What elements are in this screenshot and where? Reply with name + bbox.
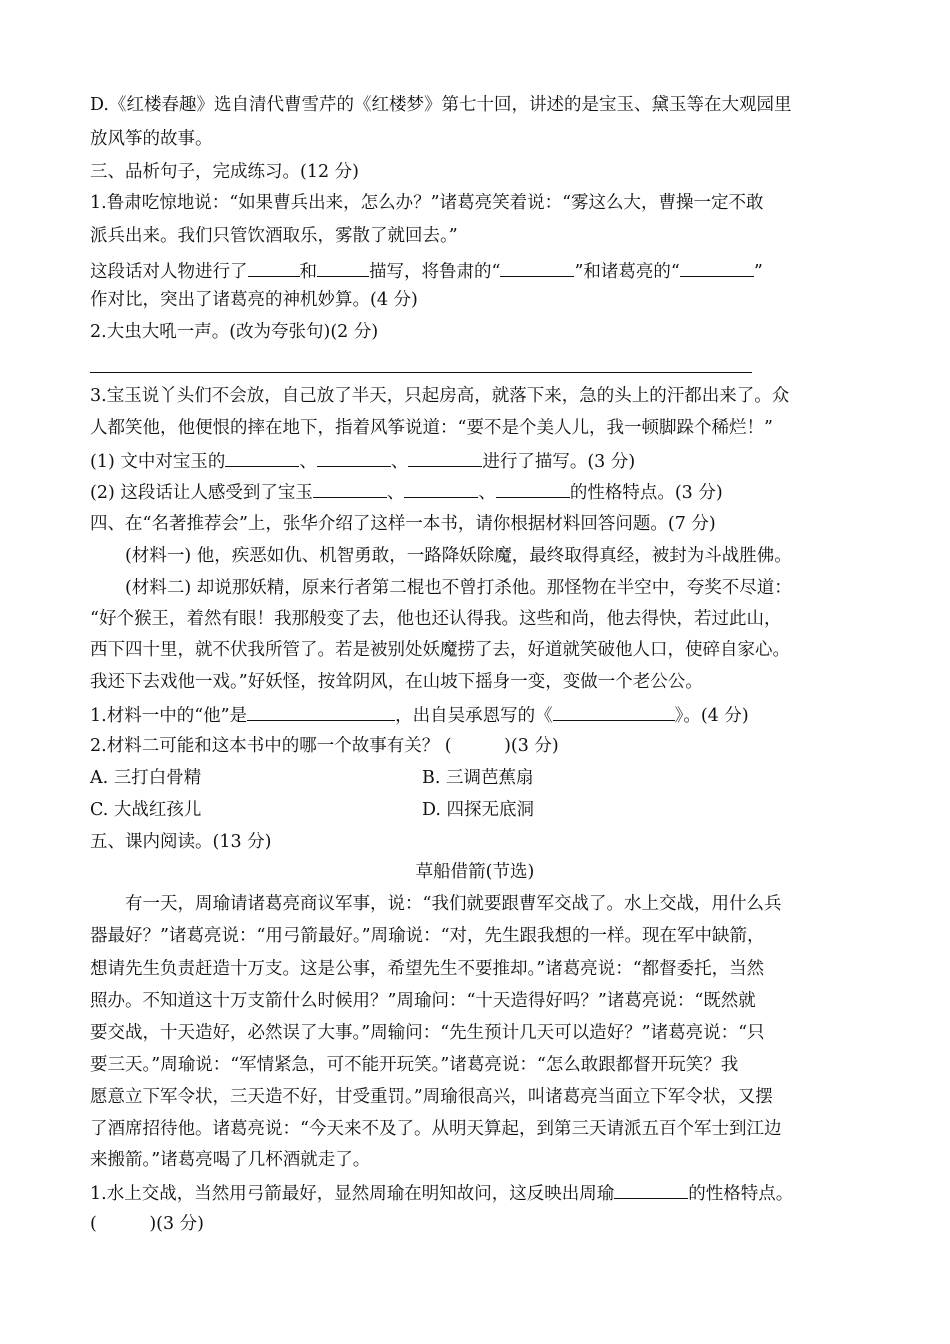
answer-line[interactable] — [90, 372, 752, 373]
section-3-title: 三、品析句子，完成练习。(12 分) — [90, 162, 359, 182]
passage-line-2: 器最好？”诸葛亮说：“用弓箭最好。”周瑜说：“对，先生跟我想的一样。现在军中缺箭， — [90, 926, 765, 946]
s5q1-text-a: 1.水上交战，当然用弓箭最好，显然周瑜在明知故问，这反映出周瑜 — [90, 1184, 615, 1204]
q1-text-d: ”和诸葛亮的“ — [574, 262, 680, 282]
s3-q3-line-1: 3.宝玉说丫头们不会放，自己放了半天，只起房高，就落下来，急的头上的汗都出来了。众 — [90, 386, 790, 406]
answer-blank[interactable] — [408, 449, 482, 467]
s3-q3-sub1 — [90, 449, 635, 474]
answer-blank[interactable] — [496, 480, 570, 498]
s4-q2: 2.材料二可能和这本书中的哪一个故事有关？ ( )(3 分) — [90, 736, 559, 756]
answer-blank[interactable] — [317, 259, 369, 277]
q1-text-a: 这段话对人物进行了 — [90, 262, 248, 282]
q1-text-b: 和 — [299, 262, 317, 282]
q1-text-e: ” — [753, 262, 763, 282]
answer-blank[interactable] — [500, 259, 574, 277]
passage-line-9: 来搬箭。”诸葛亮喝了几杯酒就走了。 — [90, 1150, 371, 1170]
s3-q3-sub2 — [90, 480, 723, 505]
s3-q1-sentence-2: 派兵出来。我们只管饮酒取乐，雾散了就回去。” — [90, 226, 458, 246]
passage-line-6: 要三天。”周瑜说：“军情紧急，可不能开玩笑。”诸葛亮说：“怎么敢跟都督开玩笑？我 — [90, 1055, 739, 1075]
s5q1-text-b: 的性格特点。 — [688, 1184, 794, 1204]
s4q1-text-b: ，出自吴承恩写的《 — [395, 706, 553, 726]
answer-blank[interactable] — [317, 449, 391, 467]
material-2-line-1: (材料二) 却说那妖精，原来行者第二棍也不曾打杀他。那怪物在半空中，夸奖不尽道： — [125, 578, 792, 598]
option-b[interactable]: B. 三调芭蕉扇 — [422, 768, 534, 788]
material-2-line-2: “好个猴王，着然有眼！我那般变了去，他也还认得我。这些和尚，他去得快，若过此山， — [90, 609, 782, 629]
passage-line-8: 了酒席招待他。诸葛亮说：“今天来不及了。从明天算起，到第三天请派五百个军士到江边 — [90, 1119, 782, 1139]
sub1-text-a: (1) 文中对宝玉的 — [90, 452, 226, 472]
section-4-title: 四、在“名著推荐会”上，张华介绍了这样一本书，请你根据材料回答问题。(7 分) — [90, 514, 716, 534]
s4-q1 — [90, 703, 749, 728]
answer-blank[interactable] — [404, 480, 478, 498]
option-c[interactable]: C. 大战红孩儿 — [90, 800, 202, 820]
passage-line-1: 有一天，周瑜请诸葛亮商议军事，说：“我们就要跟曹军交战了。水上交战，用什么兵 — [125, 894, 782, 914]
s3-q2: 2.大虫大吼一声。(改为夸张句)(2 分) — [90, 322, 379, 342]
material-2-line-3: 西下四十里，就不伏我所管了。若是被别处妖魔捞了去，好道就笑破他人口，使碎自家心。 — [90, 640, 790, 660]
option-d-line-1: D.《红楼春趣》选自清代曹雪芹的《红楼梦》第七十回，讲述的是宝玉、黛玉等在大观园里 — [90, 95, 792, 115]
passage-line-3: 想请先生负责赶造十万支。这是公事，希望先生不要推却。”诸葛亮说：“都督委托，当然 — [90, 959, 765, 979]
passage-line-5: 要交战，十天造好，必然误了大事。”周输问：“先生预计几天可以造好？”诸葛亮说：“只 — [90, 1023, 765, 1043]
sub1-sep-2: 、 — [390, 452, 409, 472]
answer-blank[interactable] — [248, 259, 300, 277]
material-2-line-4: 我还下去戏他一戏。”好妖怪，按耸阴风，在山坡下摇身一变，变做一个老公公。 — [90, 672, 703, 692]
sub1-sep-1: 、 — [299, 452, 317, 472]
answer-blank[interactable] — [313, 480, 387, 498]
answer-blank[interactable] — [247, 703, 395, 721]
sub2-text-a: (2) 这段话让人感受到了宝玉 — [90, 483, 313, 503]
s3-q1-question-line-2: 作对比，突出了诸葛亮的神机妙算。(4 分) — [90, 290, 418, 310]
passage-line-4: 照办。不知道这十万支箭什么时候用？”周瑜问：“十天造得好吗？”诸葛亮说：“既然就 — [90, 991, 756, 1011]
sub2-sep-1: 、 — [386, 483, 405, 503]
answer-blank[interactable] — [680, 259, 754, 277]
sub2-text-b: 的性格特点。(3 分) — [569, 483, 723, 503]
s3-q1-question — [90, 259, 763, 284]
s3-q1-sentence-1: 1.鲁肃吃惊地说：“如果曹兵出来，怎么办？”诸葛亮笑着说：“雾这么大，曹操一定不敢 — [90, 193, 764, 213]
s5-q1-line-2: ( )(3 分) — [90, 1214, 205, 1234]
answer-blank[interactable] — [225, 449, 299, 467]
s4q1-text-c: 》。(4 分) — [674, 706, 749, 726]
s3-q3-line-2: 人都笑他，他便恨的摔在地下，指着风筝说道：“要不是个美人儿，我一顿脚跺个稀烂！” — [90, 418, 773, 438]
passage-title: 草船借箭(节选) — [415, 862, 535, 882]
answer-blank[interactable] — [614, 1181, 688, 1199]
s5-q1 — [90, 1181, 793, 1206]
passage-line-7: 愿意立下军令状，三天造不好，甘受重罚。”周瑜很高兴，叫诸葛亮当面立下军令状，又摆 — [90, 1087, 773, 1107]
option-a[interactable]: A. 三打白骨精 — [90, 768, 202, 788]
answer-blank[interactable] — [553, 703, 675, 721]
sub2-sep-2: 、 — [478, 483, 496, 503]
s4q1-text-a: 1.材料一中的“他”是 — [90, 706, 248, 726]
section-5-title: 五、课内阅读。(13 分) — [90, 832, 272, 852]
sub1-text-b: 进行了描写。(3 分) — [482, 452, 636, 472]
q1-text-c: 描写，将鲁肃的“ — [369, 262, 501, 282]
material-1: (材料一) 他，疾恶如仇、机智勇敢，一路降妖除魔，最终取得真经，被封为斗战胜佛。 — [125, 546, 792, 566]
option-d-line-2: 放风筝的故事。 — [90, 129, 213, 149]
option-d[interactable]: D. 四探无底洞 — [422, 800, 535, 820]
